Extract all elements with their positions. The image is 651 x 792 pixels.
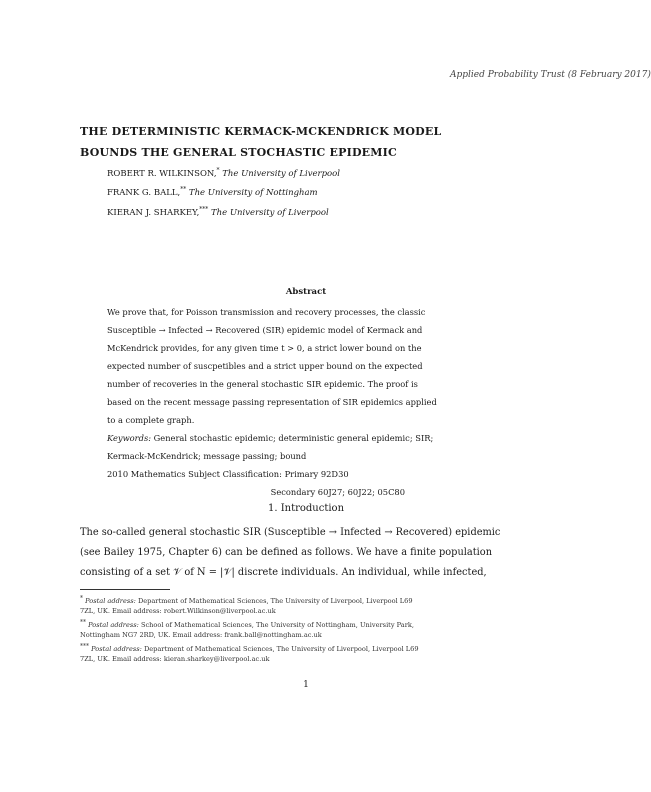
abstract-line: McKendrick provides, for any given time t > 0, a strict lower bound on the [107,343,422,353]
footnote-mark: * [216,167,220,174]
footnote-label: Postal address: [91,645,142,654]
footnote-mark: *** [80,643,89,650]
abstract-line: to a complete graph. [107,415,195,425]
author-sharkey [107,206,329,218]
author-name: FRANK G. BALL, [107,187,181,198]
keywords-text: General stochastic epidemic; deterministic general epidemic; SIR; [153,433,434,443]
footnote-text: Department of Mathematical Sciences, The University of Liverpool, Liverpool L69 [137,597,413,606]
body-line: (see Bailey 1975, Chapter 6) can be defined as follows. We have a finite population [80,547,492,558]
footnote-mark: *** [199,206,209,213]
section-heading: 1. Introduction [267,503,345,514]
footnote-label: Postal address: [88,621,139,630]
paper-title-line-2: BOUNDS THE GENERAL STOCHASTIC EPIDEMIC [80,146,397,159]
footnote-rule [80,589,170,590]
page-number: 1 [303,680,309,690]
author-affiliation: The University of Nottingham [188,187,318,198]
author-wilkinson [107,167,340,179]
footnote-label: Postal address: [85,597,136,606]
author-name: ROBERT R. WILKINSON, [107,168,217,179]
footnote-text: School of Mathematical Sciences, The University of Nottingham, University Park, [140,621,414,630]
footnote-2 [80,619,414,629]
footnote-2-cont: Nottingham NG7 2RD, UK. Email address: frank.ball@nottingham.ac.uk [80,631,322,639]
keywords-line-2: Kermack-McKendrick; message passing; bound [107,451,307,461]
footnote-mark: ** [180,186,187,193]
body-line: The so-called general stochastic SIR (Susceptible → Infected → Recovered) epidemic [80,527,501,538]
author-affiliation: The University of Liverpool [211,207,329,218]
paper-title-line-1: THE DETERMINISTIC KERMACK-MCKENDRICK MODEL [80,125,442,138]
body-line: consisting of a set 𝒱 of N = |𝒱| discrete individuals. An individual, while infected, [80,567,487,578]
abstract-heading: Abstract [285,287,327,297]
msc-line-2: Secondary 60J27; 60J22; 05C80 [270,487,405,497]
author-ball [107,186,318,198]
abstract-line: number of recoveries in the general stochastic SIR epidemic. The proof is [107,379,418,389]
msc-line-1: 2010 Mathematics Subject Classification: Primary 92D30 [107,469,349,479]
abstract-line: based on the recent message passing representation of SIR epidemics applied [107,397,437,407]
running-head: Applied Probability Trust (8 February 2017) [450,70,651,80]
keywords-line-1 [107,433,433,443]
footnote-mark: * [80,595,83,602]
keywords-label: Keywords: [107,433,152,443]
abstract-line: Susceptible → Infected → Recovered (SIR) epidemic model of Kermack and [107,325,423,335]
footnote-1 [80,595,413,605]
footnote-mark: ** [80,619,86,626]
footnote-1-cont: 7ZL, UK. Email address: robert.Wilkinson@liverpool.ac.uk [80,607,276,615]
footnote-text: Department of Mathematical Sciences, The University of Liverpool, Liverpool L69 [143,645,419,654]
abstract-line: expected number of suscpetibles and a strict upper bound on the expected [107,361,423,371]
author-name: KIERAN J. SHARKEY, [107,207,200,218]
author-affiliation: The University of Liverpool [222,168,340,179]
footnote-3-cont: 7ZL, UK. Email address: kieran.sharkey@liverpool.ac.uk [80,655,270,663]
abstract-line: We prove that, for Poisson transmission and recovery processes, the classic [107,307,426,317]
footnote-3 [80,643,419,653]
